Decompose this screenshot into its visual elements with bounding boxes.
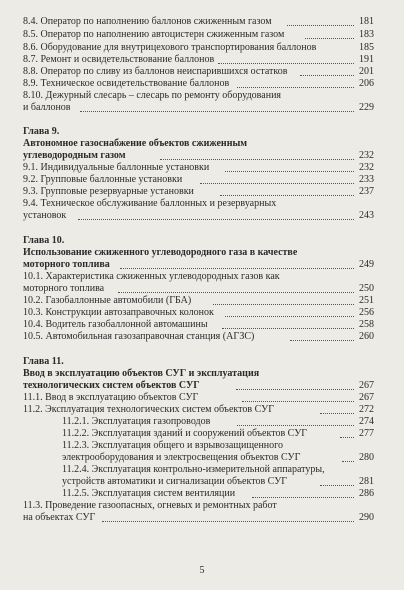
entry-title: 11.2.3. Эксплуатация общего и взрывозащищенного bbox=[62, 440, 284, 451]
chapter-heading: Глава 11. bbox=[23, 356, 64, 367]
entry-title: 9.1. Индивидуальные баллонные установки bbox=[23, 162, 210, 173]
entry-title: 11.2.5. Эксплуатация систем вентиляции bbox=[62, 488, 236, 499]
entry-title: 11.2.2. Эксплуатация зданий и сооружений объектов СУГ bbox=[62, 428, 308, 439]
entry-page: 185 bbox=[359, 42, 374, 53]
entry-title: 11.2.1. Эксплуатация газопроводов bbox=[62, 416, 211, 427]
entry-title: 8.5. Оператор по наполнению автоцистерн сжиженным газом bbox=[23, 29, 285, 40]
chapter-heading: Глава 9. bbox=[23, 126, 60, 137]
chapter-title: Автономное газоснабжение объектов сжиженным bbox=[23, 138, 248, 149]
entry-page: 191 bbox=[359, 54, 374, 65]
entry-title: 10.2. Газобаллонные автомобили (ГБА) bbox=[23, 295, 192, 306]
entry-page: 260 bbox=[359, 331, 374, 342]
entry-title: 10.5. Автомобильная газозаправочная станция (АГЗС) bbox=[23, 331, 255, 342]
entry-title: 8.7. Ремонт и освидетельствование баллонов bbox=[23, 54, 215, 65]
entry-page: 181 bbox=[359, 16, 374, 27]
entry-page: 277 bbox=[359, 428, 374, 439]
entry-title: 8.4. Оператор по наполнению баллонов сжиженным газом bbox=[23, 16, 272, 27]
entry-page: 258 bbox=[359, 319, 374, 330]
entry-title: моторного топлива bbox=[23, 283, 105, 294]
chapter-title: Использование сжиженного углеводородного газа в качестве bbox=[23, 247, 298, 258]
chapter-title: Ввод в эксплуатацию объектов СУГ и эксплуатация bbox=[23, 368, 260, 379]
entry-title: 8.8. Оператор по сливу из баллонов неиспарившихся остатков bbox=[23, 66, 288, 77]
entry-title: моторного топлива bbox=[23, 259, 110, 270]
entry-title: 8.10. Дежурный слесарь – слесарь по ремонту оборудования bbox=[23, 90, 282, 101]
entry-page: 280 bbox=[359, 452, 374, 463]
entry-title: 10.4. Водитель газобаллонной автомашины bbox=[23, 319, 208, 330]
entry-title: 11.1. Ввод в эксплуатацию объектов СУГ bbox=[23, 392, 199, 403]
page-number: 5 bbox=[199, 565, 205, 576]
entry-title: 11.3. Проведение газоопасных, огневых и ремонтных работ bbox=[23, 500, 277, 511]
entry-page: 251 bbox=[359, 295, 374, 306]
entry-page: 237 bbox=[359, 186, 374, 197]
entry-title: технологических систем объектов СУГ bbox=[23, 380, 200, 391]
entry-title: 9.2. Групповые баллонные установки bbox=[23, 174, 183, 185]
entry-title: 8.9. Техническое освидетельствование баллонов bbox=[23, 78, 230, 89]
entry-title: 11.2.4. Эксплуатация контрольно-измерительной аппаратуры, bbox=[62, 464, 325, 475]
entry-page: 250 bbox=[359, 283, 374, 294]
chapter-heading: Глава 10. bbox=[23, 235, 65, 246]
entry-title: 11.2. Эксплуатация технологических систем объектов СУГ bbox=[23, 404, 275, 415]
entry-page: 256 bbox=[359, 307, 374, 318]
entry-title: 9.3. Групповые резервуарные установки bbox=[23, 186, 194, 197]
entry-page: 272 bbox=[359, 404, 374, 415]
entry-title: 10.3. Конструкции автозаправочных колонок bbox=[23, 307, 214, 318]
entry-title: 9.4. Техническое обслуживание баллонных и резервуарных bbox=[23, 198, 277, 209]
entry-page: 183 bbox=[359, 29, 374, 40]
entry-page: 281 bbox=[359, 476, 374, 487]
entry-page: 206 bbox=[359, 78, 374, 89]
entry-page: 232 bbox=[359, 150, 374, 161]
entry-page: 274 bbox=[359, 416, 374, 427]
entry-title: 10.1. Характеристика сжиженных углеводородных газов как bbox=[23, 271, 280, 282]
entry-page: 233 bbox=[359, 174, 374, 185]
entry-title: и баллонов bbox=[23, 102, 71, 113]
entry-title: установок bbox=[23, 210, 67, 221]
entry-page: 267 bbox=[359, 392, 374, 403]
entry-title: электрооборудования и электросвещения объектов СУГ bbox=[62, 452, 301, 463]
entry-page: 290 bbox=[359, 512, 374, 523]
entry-title: на объектах СУГ bbox=[23, 512, 96, 523]
entry-title: устройств автоматики и сигнализации объектов СУГ bbox=[62, 476, 288, 487]
entry-page: 232 bbox=[359, 162, 374, 173]
entry-page: 229 bbox=[359, 102, 374, 113]
entry-title: 8.6. Оборудование для внутрицехового транспортирования баллонов bbox=[23, 42, 317, 53]
entry-title: углеводородным газом bbox=[23, 150, 126, 161]
entry-page: 201 bbox=[359, 66, 374, 77]
entry-page: 286 bbox=[359, 488, 374, 499]
entry-page: 243 bbox=[359, 210, 374, 221]
entry-page: 249 bbox=[359, 259, 374, 270]
entry-page: 267 bbox=[359, 380, 374, 391]
